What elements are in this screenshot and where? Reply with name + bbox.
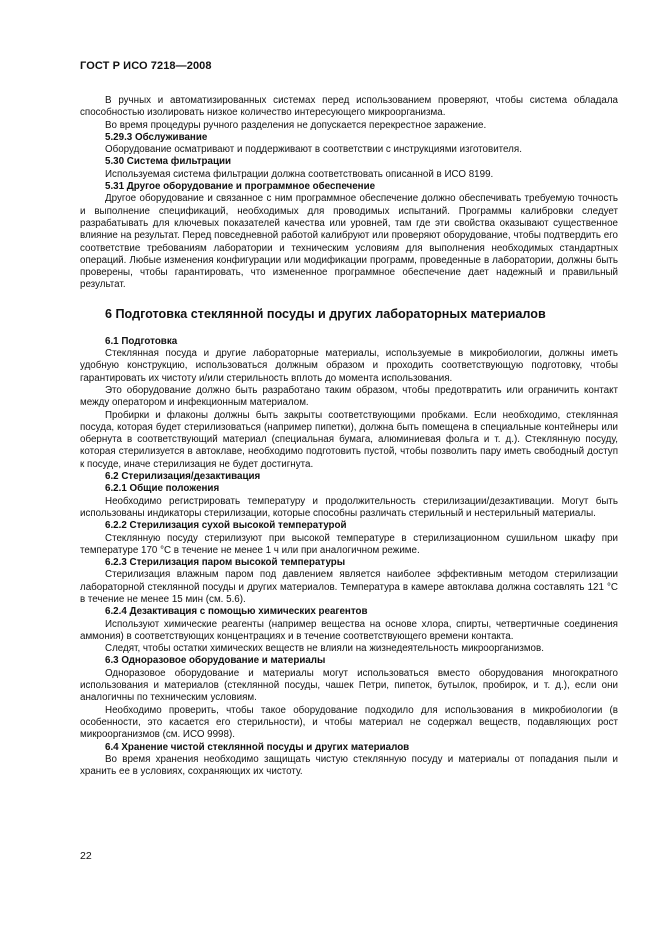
paragraph: Используют химические реагенты (например вещества на основе хлора, спирты, четвертичные соединения аммония) в соответствующих концентрациях и в течение соответствующего времени контакта. (80, 618, 618, 642)
document-header: ГОСТ Р ИСО 7218—2008 (80, 60, 212, 72)
document-body (80, 95, 618, 778)
subsection-heading: 6.2.3 Стерилизация паром высокой температуры (105, 557, 346, 569)
subsection-heading: 6.1 Подготовка (105, 335, 178, 347)
paragraph: Во время процедуры ручного разделения не допускается перекрестное заражение. (105, 119, 487, 131)
paragraph: Необходимо регистрировать температуру и продолжительность стерилизации/дезактивации. Могут быть использованы индикаторы стерилизации, которые способны различать стерильный и нестерильный материалы. (80, 495, 618, 519)
paragraph: В ручных и автоматизированных системах перед использованием проверяют, чтобы система обладала способностью изолировать низкое количество интересующего микроорганизма. (80, 95, 618, 119)
subsection-heading: 6.2 Стерилизация/дезактивация (105, 471, 261, 483)
paragraph: Одноразовое оборудование и материалы могут использоваться вместо оборудования многократного использования и материалов (стеклянной посуды, чашек Петри, пипеток, бутылок, пробирок, и т. д.), если они аналогичны по техническим условиям. (80, 667, 618, 704)
subsection-heading: 6.4 Хранение чистой стеклянной посуды и других материалов (105, 741, 410, 753)
paragraph: Пробирки и флаконы должны быть закрыты соответствующими пробками. Если необходимо, стеклянная посуда, которая будет стерилизоваться (например пипетки), должна быть помещена в специальные контейнеры или обернута в соответствующий материал (специальная бумага, алюминиевая фольга и т. д.). Стеклянную посуду, которая стерилизуется в автоклаве, необходимо подготовить пустой, чтобы позволить пару иметь свободный доступ к посуде, иначе стерилизация не будет достигнута. (80, 409, 618, 470)
paragraph: Оборудование осматривают и поддерживают в соответствии с инструкциями изготовителя. (105, 144, 522, 156)
paragraph: Стерилизация влажным паром под давлением является наиболее эффективным методом стерилизации лабораторной стеклянной посуды и других материалов. Температура в камере автоклава должна составлять 121 °С в течение не менее 15 мин (см. 5.6). (80, 569, 618, 605)
paragraph: Стеклянную посуду стерилизуют при высокой температуре в стерилизационном сушильном шкафу при температуре 170 °С в течение не менее 1 ч или при аналогичном режиме. (80, 532, 618, 556)
subsection-heading: 5.30 Система фильтрации (105, 156, 232, 168)
paragraph: Следят, чтобы остатки химических веществ не влияли на жизнедеятельность микроорганизмов. (105, 643, 544, 655)
section-heading: 6 Подготовка стеклянной посуды и других лабораторных материалов (105, 306, 546, 321)
subsection-heading: 6.3 Одноразовое оборудование и материалы (105, 655, 326, 667)
subsection-heading: 6.2.1 Общие положения (105, 483, 220, 495)
page-number: 22 (80, 850, 92, 862)
subsection-heading: 5.31 Другое оборудование и программное обеспечение (105, 181, 376, 193)
paragraph: Используемая система фильтрации должна соответствовать описанной в ИСО 8199. (105, 168, 494, 180)
paragraph: Стеклянная посуда и другие лабораторные материалы, используемые в микробиологии, должны иметь удобную конструкцию, использоваться должным образом и проходить соответствующую подготовку, чтобы гарантировать их чистоту и/или стерильность вплоть до момента использования. (80, 348, 618, 384)
subsection-heading: 6.2.2 Стерилизация сухой высокой температурой (105, 520, 347, 532)
subsection-heading: 6.2.4 Дезактивация с помощью химических реагентов (105, 606, 368, 618)
subsection-heading: 5.29.3 Обслуживание (105, 131, 208, 143)
paragraph: Другое оборудование и связанное с ним программное обеспечение должно обеспечивать требуемую точность и выполнение спецификаций, необходимых для проводимых испытаний. Программы калибровки следует разрабатывать для ключевых показателей качества или уровней, там где эти свойства оказывают существенное влияние на результат. Перед повседневной работой калибруют или проверяют оборудование, чтобы подтвердить его соответствие требованиям лаборатории и техническим условиям для выполнения необходимых стандартных операций. Любые изменения конфигурации или модификации программ, проведенные в лаборатории, должны быть проверены, чтобы гарантировать, что измененное программное обеспечение дает надежный и правильный результат. (80, 193, 618, 291)
paragraph: Необходимо проверить, чтобы такое оборудование подходило для использования в микробиологии (в особенности, это касается его стерильности), и чтобы материал не содержал веществ, подавляющих рост микроорганизмов (см. ИСО 9998). (80, 704, 618, 741)
paragraph: Это оборудование должно быть разработано таким образом, чтобы предотвратить или ограничить контакт между оператором и инфекционным материалом. (80, 384, 618, 409)
paragraph: Во время хранения необходимо защищать чистую стеклянную посуду и материалы от попадания пыли и хранить ее в условиях, сохраняющих их чистоту. (80, 753, 618, 778)
